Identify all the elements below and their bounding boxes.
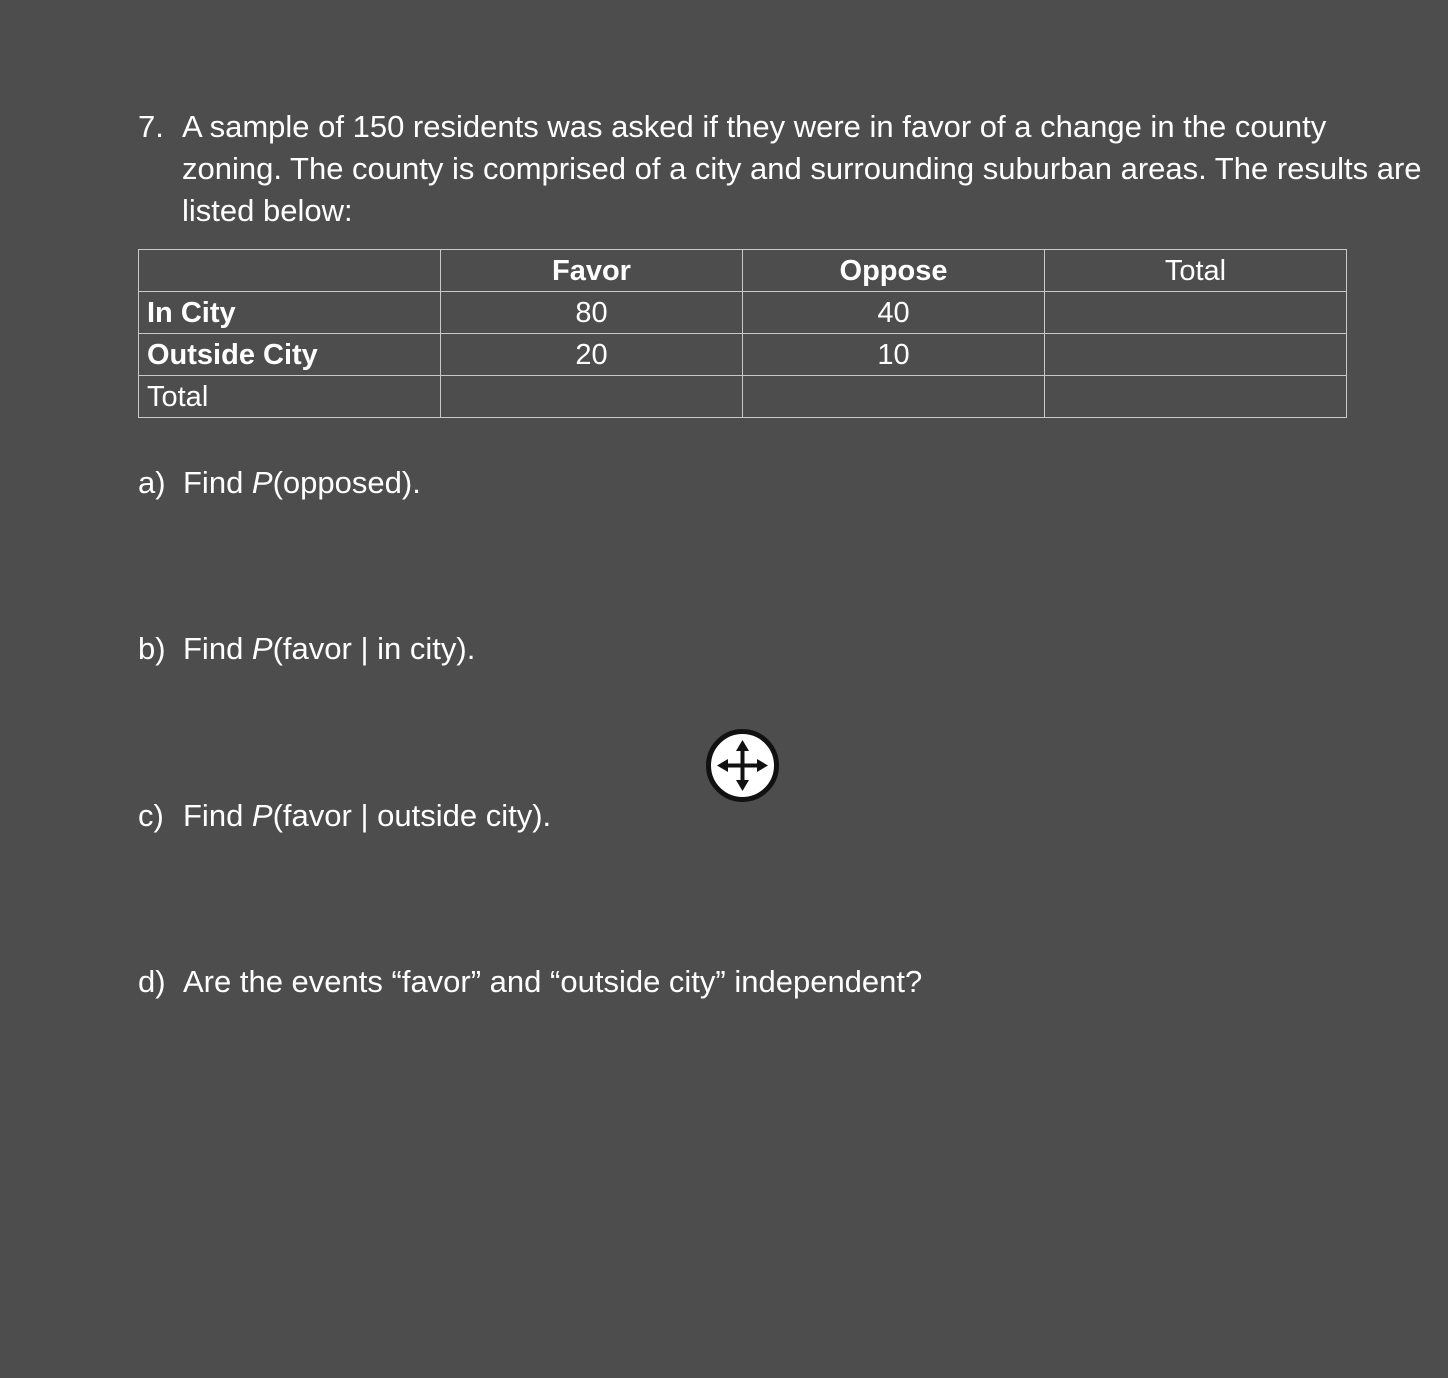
subquestion-d (138, 961, 922, 1003)
subquestion-b-suffix: (favor | in city). (272, 631, 476, 666)
row-header-outside-city: Outside City (139, 334, 441, 376)
cell-total-favor (441, 376, 743, 418)
cell-total-oppose (743, 376, 1045, 418)
cell-total-total (1045, 376, 1347, 418)
column-header-oppose: Oppose (743, 250, 1045, 292)
column-header-favor: Favor (441, 250, 743, 292)
cell-in-city-oppose: 40 (743, 292, 1045, 334)
subquestion-c-prefix: Find (183, 798, 252, 833)
subquestion-b-probability-symbol: P (251, 631, 273, 666)
table-row (139, 292, 1347, 334)
subquestion-c (138, 795, 551, 837)
row-header-total: Total (139, 376, 441, 418)
table-corner-cell (139, 250, 441, 292)
subquestion-c-suffix: (favor | outside city). (272, 798, 552, 833)
subquestion-d-prefix: Are the events “favor” and “outside city” independent? (183, 964, 923, 999)
subquestion-b (138, 628, 475, 670)
column-header-total: Total (1045, 250, 1347, 292)
contingency-table (138, 249, 1347, 418)
subquestion-c-probability-symbol: P (251, 798, 273, 833)
cell-outside-city-favor: 20 (441, 334, 743, 376)
question-text: A sample of 150 residents was asked if they were in favor of a change in the county zoning. The county is comprised of a city and surrounding suburban areas. The results are listed below: (182, 109, 1422, 228)
subquestion-b-marker: b) (138, 631, 166, 666)
cell-in-city-favor: 80 (441, 292, 743, 334)
table-row (139, 376, 1347, 418)
cell-outside-city-oppose: 10 (743, 334, 1045, 376)
subquestion-a-probability-symbol: P (251, 465, 273, 500)
subquestion-a-marker: a) (138, 465, 166, 500)
subquestion-c-marker: c) (138, 798, 164, 833)
subquestion-a-prefix: Find (183, 465, 252, 500)
row-header-in-city: In City (139, 292, 441, 334)
table-header-row (139, 250, 1347, 292)
cell-outside-city-total (1045, 334, 1347, 376)
subquestion-a-suffix: (opposed). (272, 465, 421, 500)
question-number: 7. (138, 109, 164, 144)
question-stem (138, 106, 1428, 232)
move-cursor-icon[interactable] (705, 728, 780, 803)
subquestion-b-prefix: Find (183, 631, 252, 666)
table-row (139, 334, 1347, 376)
subquestion-d-marker: d) (138, 964, 166, 999)
subquestion-a (138, 462, 421, 504)
cell-in-city-total (1045, 292, 1347, 334)
